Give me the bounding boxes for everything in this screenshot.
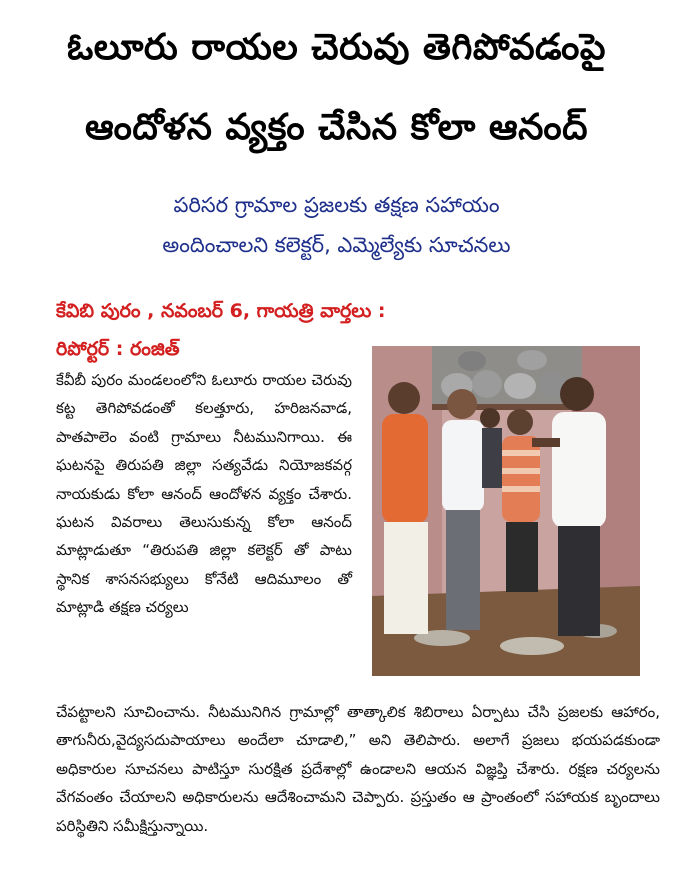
article-column-text: కేవీబీ పురం మండలంలోని ఓలూరు రాయల చెరువు కట్ట తెగిపోవడంతో కలత్తూరు, హరిజనవాడ, పాతపాలెం వంటి గ్రామాలు నీటమునిగాయి. ఈ ఘటనపై తిరుపతి జిల్లా సత్యవేడు నియోజకవర్గ నాయకుడు కోలా ఆనంద్ ఆందోళన వ్యక్తం చేశారు. ఘటన వివరాలు తెలుసుకున్న కోలా ఆనంద్ మాట్లాడుతూ “తిరుపతి జిల్లా కలెక్టర్ తో పాటు స్థానిక శాసనసభ్యులు కోనేటి ఆదిమూలం తో మాట్లాడి తక్షణ చర్యలు	[56, 371, 352, 617]
headline-line-1: ఓలూరు రాయల చెరువు తెగిపోవడంపై	[66, 27, 606, 68]
headline-line-2: ఆందోళన వ్యక్తం చేసిన కోలా ఆనంద్	[84, 107, 589, 148]
dateline-place-date: కేవిబి పురం , నవంబర్ 6, గాయత్రి వార్తలు :	[56, 300, 386, 322]
subheadline-line-2: అందించాలని కలెక్టర్, ఎమ్మెల్యేకు సూచనలు	[162, 233, 511, 257]
article-full-width-text: చేపట్టాలని సూచించాను. నీటమునిగిన గ్రామాల్లో తాత్కాలిక శిబిరాలు ఏర్పాటు చేసి ప్రజలకు ఆహారం, తాగునీరు,వైద్యసదుపాయాలు అందేలా చూడాలి,” అని తెలిపారు. అలాగే ప్రజలు భయపడకుండా అధికారుల సూచనలు పాటిస్తూ సురక్షిత ప్రదేశాల్లో ఉండాలని ఆయన విజ్ఞప్తి చేశారు. రక్షణ చర్యలను వేగవంతం చేయాలని అధికారులను ఆదేశించామని చెప్పారు. ప్రస్తుతం ఆ ప్రాంతంలో సహాయక బృందాలు పరిస్థితిని సమీక్షిస్తున్నాయి.	[56, 703, 660, 835]
subheadline-line-1: పరిసర గ్రామాల ప్రజలకు తక్షణ సహాయం	[173, 193, 500, 217]
news-photo	[372, 346, 640, 676]
dateline-reporter: రిపోర్టర్ : రంజిత్	[56, 338, 180, 360]
